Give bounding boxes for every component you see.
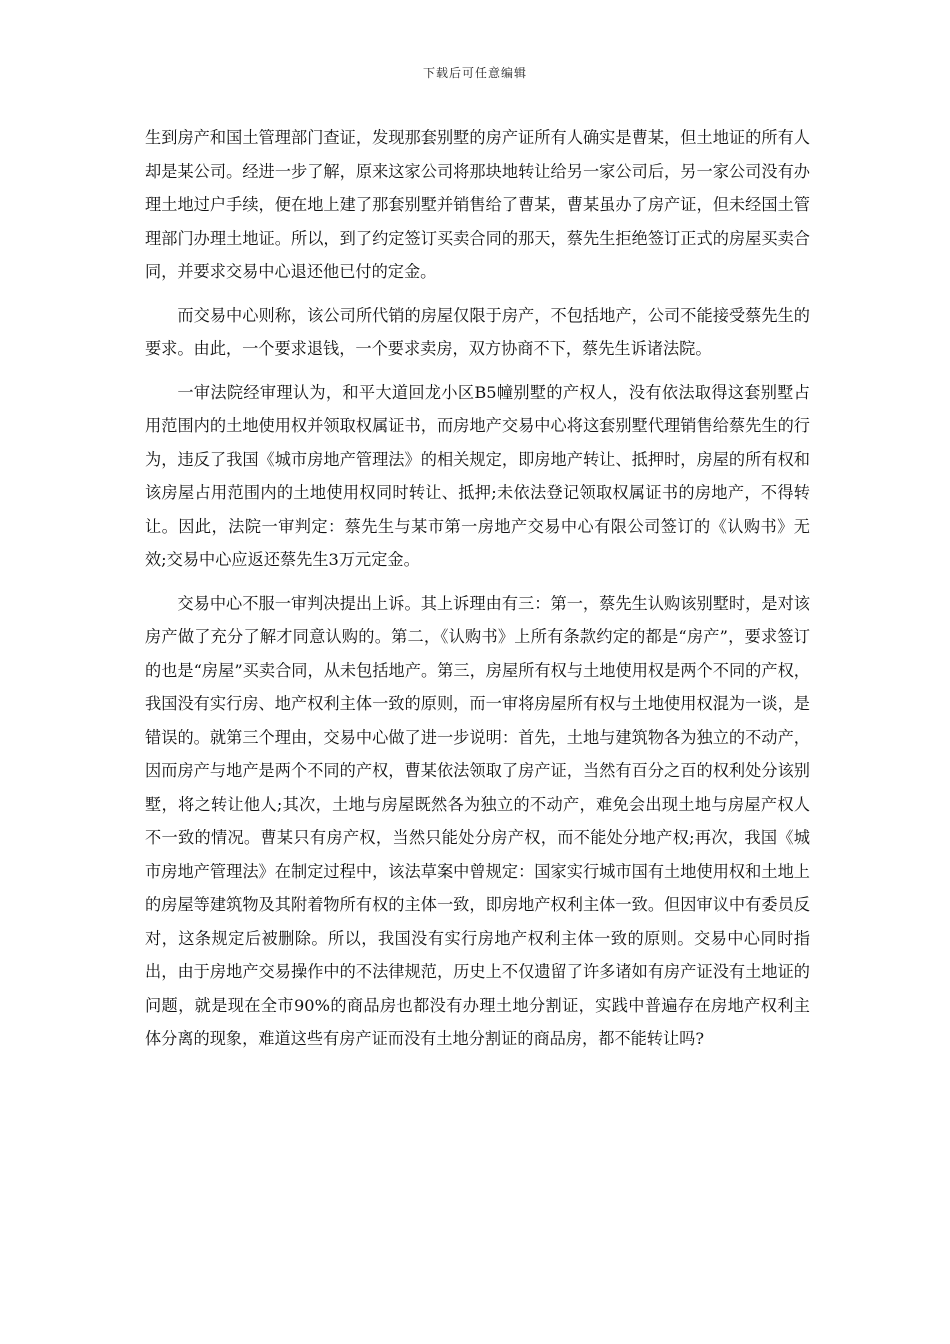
page-header-note: 下载后可任意编辑 [422,66,527,80]
paragraph-2: 而交易中心则称，该公司所代销的房屋仅限于房产，不包括地产，公司不能接受蔡先生的要求。由此，一个要求退钱，一个要求卖房，双方协商不下，蔡先生诉诸法院。 [145,305,810,358]
paragraph-1: 生到房产和国土管理部门查证，发现那套别墅的房产证所有人确实是曹某，但土地证的所有人却是某公司。经进一步了解，原来这家公司将那块地转让给另一家公司后，另一家公司没有办理土地过户手续，便在地上建了那套别墅并销售给了曹某，曹某虽办了房产证，但未经国土管理部门办理土地证。所以，到了约定签订买卖合同的那天，蔡先生拒绝签订正式的房屋买卖合同，并要求交易中心退还他已付的定金。 [145,128,810,281]
paragraph-3: 一审法院经审理认为，和平大道回龙小区B5幢别墅的产权人，没有依法取得这套别墅占用范围内的土地使用权并领取权属证书，而房地产交易中心将这套别墅代理销售给蔡先生的行为，违反了我国《城市房地产管理法》的相关规定，即房地产转让、抵押时，房屋的所有权和该房屋占用范围内的土地使用权同时转让、抵押;未依法登记领取权属证书的房地产，不得转让。因此，法院一审判定：蔡先生与某市第一房地产交易中心有限公司签订的《认购书》无效;交易中心应返还蔡先生3万元定金。 [145,382,810,569]
document-body [145,121,810,1066]
paragraph-4: 交易中心不服一审判决提出上诉。其上诉理由有三：第一，蔡先生认购该别墅时，是对该房产做了充分了解才同意认购的。第二，《认购书》上所有条款约定的都是“房产”，要求签订的也是“房屋”买卖合同，从未包括地产。第三，房屋所有权与土地使用权是两个不同的产权，我国没有实行房、地产权利主体一致的原则，而一审将房屋所有权与土地使用权混为一谈，是错误的。就第三个理由，交易中心做了进一步说明：首先，土地与建筑物各为独立的不动产，因而房产与地产是两个不同的产权，曹某依法领取了房产证，当然有百分之百的权利处分该别墅，将之转让他人;其次，土地与房屋既然各为独立的不动产，难免会出现土地与房屋产权人不一致的情况。曹某只有房产权，当然只能处分房产权，而不能处分地产权;再次，我国《城市房地产管理法》在制定过程中，该法草案中曾规定：国家实行城市国有土地使用权和土地上的房屋等建筑物及其附着物所有权的主体一致，即房地产权利主体一致。但因审议中有委员反对，这条规定后被删除。所以，我国没有实行房地产权利主体一致的原则。交易中心同时指出，由于房地产交易操作中的不法律规范，历史上不仅遗留了许多诸如有房产证没有土地证的问题，就是现在全市90%的商品房也都没有办理土地分割证，实践中普遍存在房地产权利主体分离的现象，难道这些有房产证而没有土地分割证的商品房，都不能转让吗? [145,593,810,1048]
